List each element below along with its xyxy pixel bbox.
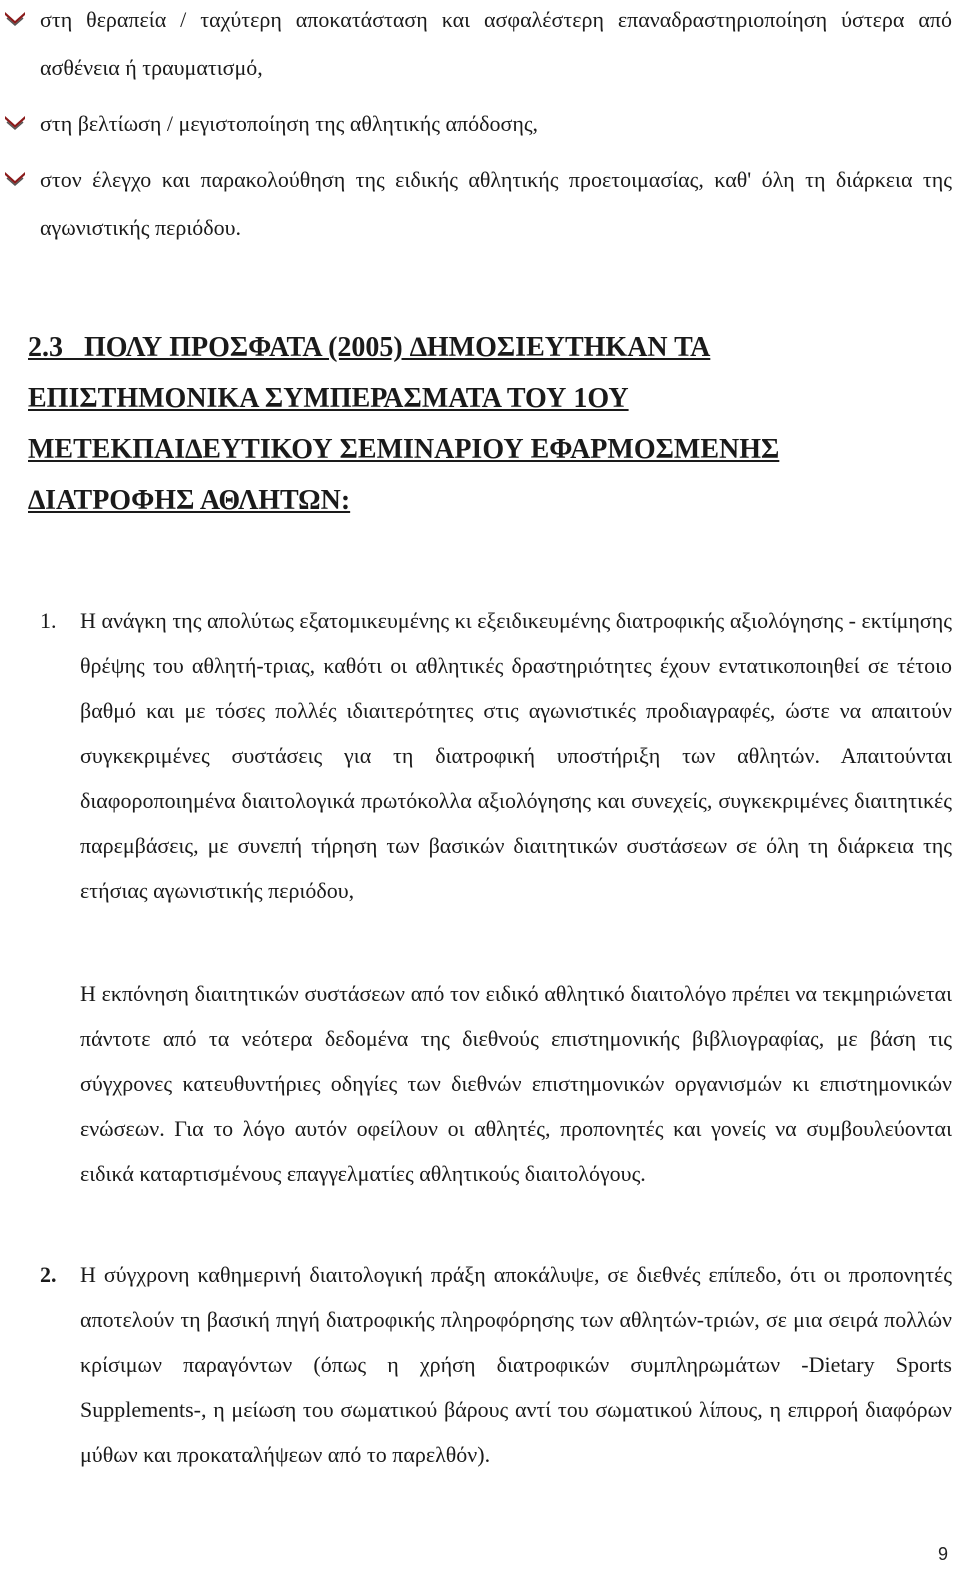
- arrow-bullet-icon: [4, 10, 26, 26]
- arrow-bullet-icon: [4, 170, 26, 186]
- item-number-2: 2.: [40, 1262, 57, 1287]
- section-heading: [28, 322, 928, 526]
- item-number-1: 1.: [40, 608, 57, 633]
- arrow-bullet-icon: [4, 114, 26, 130]
- item-2-paragraph-1: Η σύγχρονη καθημερινή διαιτολογική πράξη αποκάλυψε, σε διεθνές επίπεδο, ότι οι προπονητές αποτελούν τη βασική πηγή διατροφικής πληροφόρησης των αθλητών-τριών, σε μια σειρά πολλών κρίσιμων παραγόντων (όπως η χρήση διατροφικών συμπληρωμάτων -Dietary Sports Supplements-, η μείωση του σωματικού βάρους αντί του σωματικού λίπους, η επιρροή διαφόρων μύθων και προκαταλήψεων από το παρελθόν).: [80, 1262, 952, 1467]
- section-number: 2.3: [28, 332, 63, 363]
- item-1-paragraph-1: Η ανάγκη της απολύτως εξατομικευμένης κι εξειδικευμένης διατροφικής αξιολόγησης - εκτίμησης θρέψης του αθλητή-τριας, καθότι οι αθλητικές δραστηριότητες έχουν εντατικοποιηθεί σε τέτοιο βαθμό και με τόσες πολλές ιδιαιτερότητες στις αγωνιστικές προδιαγραφές, ώστε να απαιτούν συγκεκριμένες συστάσεις για τη διατροφική υποστήριξη των αθλητών. Απαιτούνται διαφοροποιημένα διαιτολογικά πρωτόκολλα αξιολόγησης και συνεχείς, συγκεκριμένες διαιτητικές παρεμβάσεις, με συνεπή τήρηση των βασικών διαιτητικών συστάσεων σε όλη τη διάρκεια της ετήσιας αγωνιστικής περιόδου,: [80, 608, 952, 903]
- page-number: 9: [938, 1544, 949, 1564]
- section-title: ΠΟΛΥ ΠΡΟΣΦΑΤΑ (2005) ∆ΗΜΟΣΙΕΥΤΗΚΑΝ ΤΑ ΕΠΙΣΤΗΜΟΝΙΚΑ ΣΥΜΠΕΡΑΣΜΑΤΑ ΤΟΥ 1ΟΥ ΜΕΤΕΚΠΑΙ∆ΕΥΤΙΚΟΥ ΣΕΜΙΝΑΡΙΟΥ ΕΦΑΡΜΟΣΜΕΝΗΣ ∆ΙΑΤΡΟΦΗΣ ΑΘΛΗΤΩΝ:: [28, 332, 780, 516]
- item-1-paragraph-2: Η εκπόνηση διαιτητικών συστάσεων από τον ειδικό αθλητικό διαιτολόγο πρέπει να τεκμηριώνεται πάντοτε από τα νεότερα δεδομένα της διεθνούς επιστημονικής βιβλιογραφίας, με βάση τις σύγχρονες κατευθυντήριες οδηγίες των διεθνών επιστημονικών οργανισμών κι επιστημονικών ενώσεων. Για το λόγο αυτόν οφείλουν οι αθλητές, προπονητές και γονείς να συμβουλεύονται ειδικά καταρτισμένους επαγγελματίες αθλητικούς διαιτολόγους.: [80, 981, 952, 1186]
- bullet-text: στη θεραπεία / ταχύτερη αποκατάσταση και ασφαλέστερη επαναδραστηριοποίηση ύστερα από ασθένεια ή τραυματισμό,: [40, 7, 952, 80]
- bullet-text: στη βελτίωση / μεγιστοποίηση της αθλητικής απόδοσης,: [40, 111, 539, 136]
- bullet-text: στον έλεγχο και παρακολούθηση της ειδικής αθλητικής προετοιμασίας, καθ' όλη τη διάρκεια της αγωνιστικής περιόδου.: [40, 167, 952, 240]
